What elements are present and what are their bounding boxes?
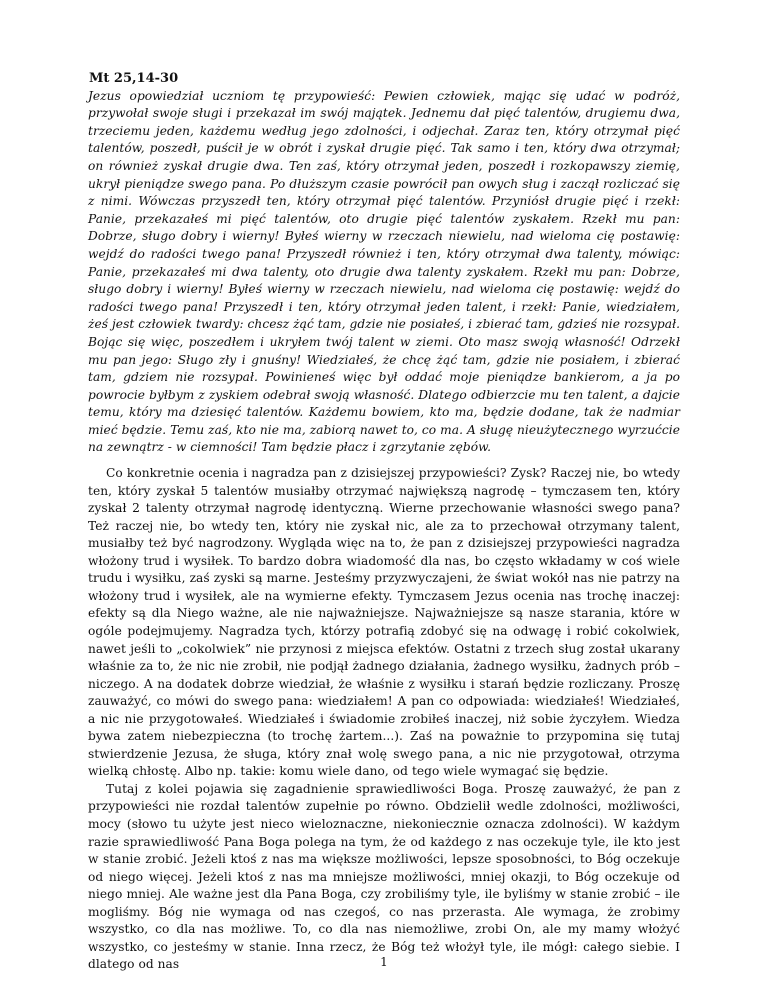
document-page [88, 70, 680, 974]
page-number: 1 [380, 955, 388, 969]
scripture-reference: Mt 25,14-30 [89, 71, 179, 86]
paragraph-2: Tutaj z kolei pojawia się zagadnienie sprawiedliwości Boga. Proszę zauważyć, że pan z przypowieści nie rozdał talentów zupełnie po równo. Obdzielił wedle zdolności, możliwości, mocy (słowo tu użyte jest nieco wieloznaczne, niekoniecznie oznacza zdolności). W każdym razie sprawiedliwość Pana Boga polega na tym, że od każdego z nas oczekuje tyle, ile kto jest w stanie zrobić. Jeżeli ktoś z nas ma większe możliwości, lepsze sposobności, to Bóg oczekuje od niego więcej. Jeżeli ktoś z nas ma mniejsze możliwości, mniej okazji, to Bóg oczekuje od niego mniej. Ale ważne jest dla Pana Boga, czy zrobiliśmy tyle, ile byliśmy w stanie zrobić – ile mogliśmy. Bóg nie wymaga od nas czegoś, co nas przerasta. Ale wymaga, że zrobimy wszystko, co dla nas możliwe. To, co dla nas niemożliwe, zrobi On, ale my mamy włożyć wszystko, co jesteśmy w stanie. Inna rzecz, że Bóg też włożył tyle, ile mógł: całego siebie. I dlatego od nas [88, 781, 680, 972]
paragraph-gap [88, 457, 680, 465]
paragraph-1: Co konkretnie ocenia i nagradza pan z dzisiejszej przypowieści? Zysk? Raczej nie, bo wtedy ten, który zyskał 5 talentów musiałby otrzymać największą nagrodę – tymczasem ten, który zyskał 2 talenty otrzymał nagrodę identyczną. Wierne przechowanie własności swego pana? Też raczej nie, bo wtedy ten, który nie zyskał nic, ale za to przechował otrzymany talent, musiałby też być nagrodzony. Wygląda więc na to, że pan z dzisiejszej przypowieści nagradza włożony trud i wysiłek. To bardzo dobra wiadomość dla nas, bo często wkładamy w coś wiele trudu i wysiłku, zaś zyski są marne. Jesteśmy przyzwyczajeni, że świat wokół nas nie patrzy na włożony trud i wysiłek, ale na wymierne efekty. Tymczasem Jezus ocenia nas trochę inaczej: efekty są dla Niego ważne, ale nie najważniejsze. Najważniejsze są nasze starania, które w ogóle podejmujemy. Nagradza tych, którzy potrafią zdobyć się na odwagę i robić cokolwiek, nawet jeśli to „cokolwiek” nie przynosi z miejsca efektów. Ostatni z trzech sług został ukarany właśnie za to, że nic nie zrobił, nie podjął żadnego działania, żadnego wysiłku, żadnych prób – niczego. A na dodatek dobrze wiedział, że właśnie z wysiłku i starań będzie rozliczany. Proszę zauważyć, co mówi do swego pana: wiedziałem! A pan co odpowiada: wiedziałeś! Wiedziałeś, a nic nie przygotowałeś. Wiedziałeś i świadomie zrobiłeś inaczej, niż sobie życzyłem. Wiedza bywa zatem niebezpieczna (to trochę żartem...). Zaś na poważnie to przypomina się tutaj stwierdzenie Jezusa, że sługa, który znał wolę swego pana, a nic nie przygotował, otrzyma wielką chłostę. Albo np. takie: komu wiele dano, od tego wiele wymagać się będzie. [88, 466, 680, 779]
scripture-quote: Jezus opowiedział uczniom tę przypowieść: Pewien człowiek, mając się udać w podróż, przywołał swoje sługi i przekazał im swój majątek. Jednemu dał pięć talentów, drugiemu dwa, trzeciemu jeden, każdemu według jego zdolności, i odjechał. Zaraz ten, który otrzymał pięć talentów, poszedł, puścił je w obrót i zyskał drugie pięć. Tak samo i ten, który dwa otrzymał; on również zyskał drugie dwa. Ten zaś, który otrzymał jeden, poszedł i rozkopawszy ziemię, ukrył pieniądze swego pana. Po dłuższym czasie powrócił pan owych sług i zaczął rozliczać się z nimi. Wówczas przyszedł ten, który otrzymał pięć talentów. Przyniósł drugie pięć i rzekł: Panie, przekazałeś mi pięć talentów, oto drugie pięć talentów zyskałem. Rzekł mu pan: Dobrze, sługo dobry i wierny! Byłeś wierny w rzeczach niewielu, nad wieloma cię postawię: wejdź do radości twego pana! Przyszedł również i ten, który otrzymał dwa talenty, mówiąc: Panie, przekazałeś mi dwa talenty, oto drugie dwa talenty zyskałem. Rzekł mu pan: Dobrze, sługo dobry i wierny! Byłeś wierny w rzeczach niewielu, nad wieloma cię postawię: wejdź do radości twego pana! Przyszedł i ten, który otrzymał jeden talent, i rzekł: Panie, wiedziałem, żeś jest człowiek twardy: chcesz żąć tam, gdzie nie posiałeś, i zbierać tam, gdzieś nie rozsypał. Bojąc się więc, poszedłem i ukryłem twój talent w ziemi. Oto masz swoją własność! Odrzekł mu pan jego: Sługo zły i gnuśny! Wiedziałeś, że chcę żąć tam, gdzie nie posiałem, i zbierać tam, gdziem nie rozsypał. Powinieneś więc był oddać moje pieniądze bankierom, a ja po powrocie byłbym z zyskiem odebrał swoją własność. Dlatego odbierzcie mu ten talent, a dajcie temu, który ma dziesięć talentów. Każdemu bowiem, kto ma, będzie dodane, tak że nadmiar mieć będzie. Temu zaś, kto nie ma, zabiorą nawet to, co ma. A sługę nieużytecznego wyrzućcie na zewnątrz - w ciemności! Tam będzie płacz i zgrzytanie zębów. [88, 88, 680, 455]
